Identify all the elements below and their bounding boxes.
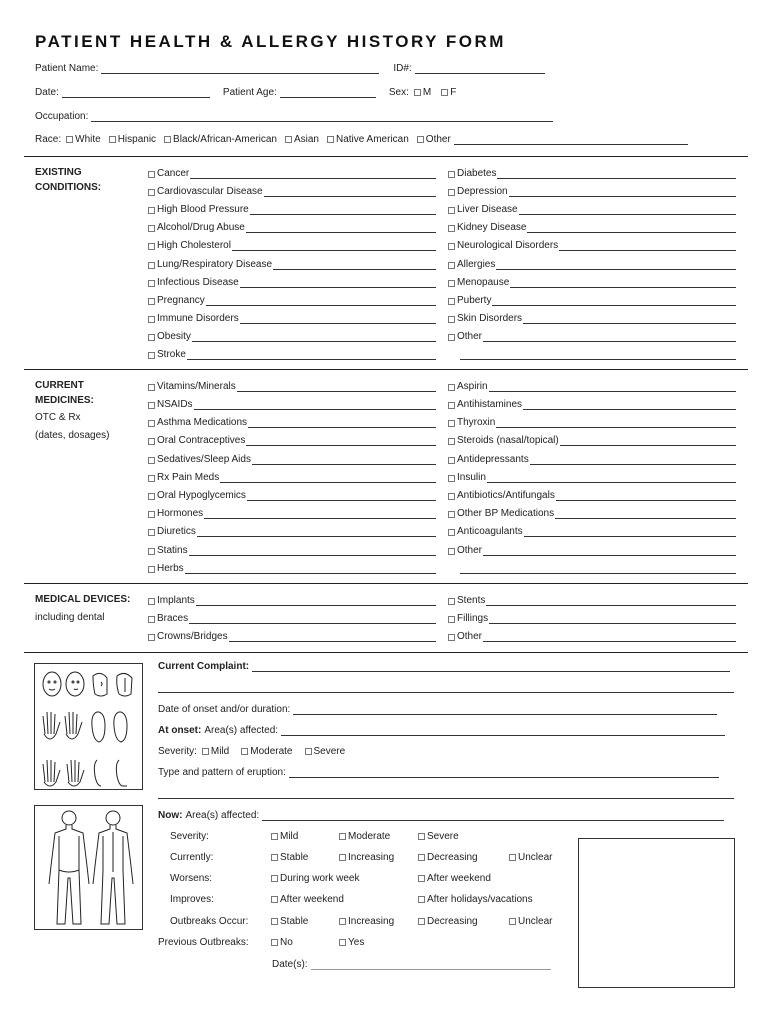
entry-line[interactable] (189, 614, 436, 624)
condition-item[interactable]: High Blood Pressure (148, 202, 436, 215)
entry-line[interactable] (240, 314, 436, 324)
devices-title: MEDICAL DEVICES: (35, 594, 131, 605)
occupation-label: Occupation: (35, 111, 89, 122)
current-complaint-field[interactable] (252, 662, 730, 672)
checkbox[interactable] (448, 420, 455, 427)
medicines-subtitle-line1: OTC & Rx (35, 412, 81, 423)
entry-line[interactable] (524, 527, 736, 537)
entry-line[interactable] (497, 169, 736, 179)
hand-left-icon (43, 712, 60, 739)
section-divider (24, 369, 748, 370)
checkbox[interactable] (448, 598, 455, 605)
age-field[interactable] (280, 88, 376, 98)
entry-line[interactable] (190, 169, 436, 179)
medicine-item[interactable]: Hormones (148, 506, 436, 519)
checkbox[interactable] (339, 918, 346, 925)
form-title: PATIENT HEALTH & ALLERGY HISTORY FORM (35, 32, 506, 51)
current-complaint-row (158, 661, 730, 672)
condition-item[interactable]: Depression (448, 184, 736, 197)
conditions-title-line1: EXISTING (35, 167, 82, 178)
checkbox[interactable] (148, 384, 155, 391)
entry-line[interactable] (229, 632, 436, 642)
entry-line[interactable] (527, 223, 736, 233)
now-label: Now: (158, 810, 183, 821)
palm-left-icon (43, 760, 60, 786)
currently-unclear[interactable]: Unclear (509, 852, 552, 863)
conditions-title (35, 165, 101, 195)
body-back-icon (93, 811, 133, 924)
checkbox[interactable] (148, 566, 155, 573)
checkbox[interactable] (448, 402, 455, 409)
entry-line[interactable] (196, 596, 436, 606)
at-onset-areas-label: Area(s) affected: (204, 725, 279, 736)
onset-severity-label: Severity: (158, 746, 197, 757)
entry-line[interactable] (194, 400, 436, 410)
condition-item[interactable]: Liver Disease (448, 202, 736, 215)
condition-item[interactable]: Infectious Disease (148, 275, 436, 288)
checkbox[interactable] (448, 616, 455, 623)
race-other-field[interactable] (454, 135, 688, 145)
entry-line[interactable] (252, 455, 436, 465)
entry-line[interactable] (273, 260, 436, 270)
medicine-item[interactable]: Other (448, 543, 736, 556)
body-illustration (35, 806, 142, 929)
notes-box[interactable] (578, 838, 735, 988)
face-hands-feet-diagram[interactable] (34, 663, 143, 790)
checkbox[interactable] (148, 225, 155, 232)
checkbox[interactable] (448, 457, 455, 464)
entry-line[interactable] (204, 509, 436, 519)
entry-line[interactable] (509, 187, 736, 197)
currently-stable[interactable]: Stable (271, 852, 308, 863)
improves-after-holidays[interactable]: After holidays/vacations (418, 894, 533, 905)
entry-line[interactable] (556, 491, 736, 501)
entry-line[interactable] (496, 260, 736, 270)
ankle-right-icon (116, 760, 127, 786)
entry-line[interactable] (248, 418, 436, 428)
complaint-continuation-field[interactable] (158, 683, 734, 693)
checkbox[interactable] (271, 896, 278, 903)
checkbox[interactable] (148, 243, 155, 250)
ankle-left-icon (94, 760, 101, 786)
complaint-continuation-row (158, 683, 734, 693)
medicine-item[interactable]: Thyroxin (448, 415, 736, 428)
device-item[interactable]: Crowns/Bridges (148, 629, 436, 642)
hand-right-icon (65, 712, 82, 739)
worsens-after-weekend[interactable]: After weekend (418, 873, 491, 884)
medicine-item[interactable]: Statins (148, 543, 436, 556)
now-severity-label: Severity: (170, 831, 209, 842)
medicine-item[interactable]: Anticoagulants (448, 524, 736, 537)
onset-severity-row (158, 746, 345, 757)
condition-item[interactable]: Stroke (148, 347, 436, 360)
entry-line[interactable] (460, 564, 736, 574)
entry-line[interactable] (483, 332, 736, 342)
now-severity-mild[interactable]: Mild (271, 831, 298, 842)
checkbox[interactable] (271, 875, 278, 882)
improves-after-weekend[interactable]: After weekend (271, 894, 344, 905)
condition-item[interactable]: Other (448, 329, 736, 342)
checkbox[interactable] (448, 548, 455, 555)
checkbox[interactable] (148, 598, 155, 605)
device-item[interactable]: Stents (448, 593, 736, 606)
checkbox[interactable] (164, 136, 171, 143)
eruption-row (158, 767, 719, 778)
medicine-item[interactable]: Antidepressants (448, 452, 736, 465)
date-row (35, 87, 456, 98)
patient-name-field[interactable] (101, 64, 379, 74)
condition-item[interactable]: Cancer (148, 166, 436, 179)
checkbox[interactable] (448, 511, 455, 518)
checkbox[interactable] (339, 854, 346, 861)
device-item[interactable]: Implants (148, 593, 436, 606)
entry-line[interactable] (232, 241, 436, 251)
condition-item[interactable]: Kidney Disease (448, 220, 736, 233)
entry-line[interactable] (523, 400, 736, 410)
checkbox[interactable] (448, 171, 455, 178)
occupation-field[interactable] (91, 112, 553, 122)
checkbox[interactable] (448, 529, 455, 536)
checkbox[interactable] (339, 939, 346, 946)
previous-outbreaks-yes[interactable]: Yes (339, 937, 364, 948)
checkbox[interactable] (148, 529, 155, 536)
at-onset-areas-field[interactable] (281, 726, 725, 736)
checkbox[interactable] (509, 918, 516, 925)
checkbox[interactable] (448, 207, 455, 214)
dates-label: Date(s): (272, 959, 308, 970)
medicine-item[interactable]: Oral Hypoglycemics (148, 488, 436, 501)
face-hands-feet-illustration (35, 664, 142, 789)
checkbox[interactable] (448, 475, 455, 482)
foot-left-icon (92, 712, 105, 742)
race-option-native-american[interactable]: Native American (327, 134, 409, 145)
entry-line[interactable] (220, 473, 436, 483)
medicine-item[interactable]: Aspirin (448, 379, 736, 392)
condition-item[interactable]: Diabetes (448, 166, 736, 179)
checkbox[interactable] (148, 493, 155, 500)
checkbox[interactable] (148, 207, 155, 214)
checkbox[interactable] (414, 89, 421, 96)
condition-item[interactable]: Skin Disorders (448, 311, 736, 324)
checkbox[interactable] (418, 854, 425, 861)
entry-line[interactable] (510, 278, 736, 288)
now-areas-field[interactable] (262, 811, 724, 821)
checkbox[interactable] (148, 334, 155, 341)
checkbox[interactable] (448, 280, 455, 287)
medicines-title-line2: MEDICINES: (35, 395, 94, 406)
entry-line[interactable] (192, 332, 436, 342)
medicine-item[interactable]: Herbs (148, 561, 436, 574)
device-item[interactable]: Other (448, 629, 736, 642)
condition-item[interactable]: Alcohol/Drug Abuse (148, 220, 436, 233)
condition-item[interactable]: Puberty (448, 293, 736, 306)
condition-other-extra-line[interactable] (460, 347, 736, 360)
current-complaint-label: Current Complaint: (158, 661, 250, 672)
now-areas-label: Area(s) affected: (185, 810, 260, 821)
checkbox[interactable] (327, 136, 334, 143)
onset-severity-severe[interactable]: Severe (305, 746, 346, 757)
outbreaks-occur-label: Outbreaks Occur: (170, 916, 249, 927)
outbreaks-unclear[interactable]: Unclear (509, 916, 552, 927)
eruption-label: Type and pattern of eruption: (158, 767, 286, 778)
entry-line[interactable] (486, 596, 736, 606)
now-areas-row (158, 810, 724, 821)
checkbox[interactable] (418, 833, 425, 840)
checkbox[interactable] (418, 875, 425, 882)
medicines-title (35, 378, 94, 408)
entry-line[interactable] (246, 436, 436, 446)
medicine-item[interactable]: Rx Pain Meds (148, 470, 436, 483)
dates-field[interactable] (311, 960, 551, 970)
checkbox[interactable] (148, 402, 155, 409)
checkbox[interactable] (271, 918, 278, 925)
palm-right-icon (67, 760, 84, 786)
device-item[interactable]: Fillings (448, 611, 736, 624)
entry-line[interactable] (559, 241, 736, 251)
checkbox[interactable] (148, 298, 155, 305)
medicine-item[interactable]: Steroids (nasal/topical) (448, 433, 736, 446)
checkbox[interactable] (148, 634, 155, 641)
improves-label: Improves: (170, 894, 214, 905)
medicine-item[interactable]: Vitamins/Minerals (148, 379, 436, 392)
checkbox[interactable] (148, 316, 155, 323)
at-onset-row (158, 725, 725, 736)
outbreaks-stable[interactable]: Stable (271, 916, 308, 927)
currently-label: Currently: (170, 852, 214, 863)
entry-line[interactable] (519, 205, 736, 215)
entry-line[interactable] (492, 296, 736, 306)
checkbox[interactable] (148, 438, 155, 445)
medicine-item[interactable]: NSAIDs (148, 397, 436, 410)
checkbox[interactable] (148, 475, 155, 482)
entry-line[interactable] (197, 527, 436, 537)
devices-subtitle: including dental (35, 612, 105, 623)
date-label: Date: (35, 87, 59, 98)
medicine-item[interactable]: Other BP Medications (448, 506, 736, 519)
eruption-continuation-field[interactable] (158, 789, 734, 799)
checkbox[interactable] (148, 262, 155, 269)
checkbox[interactable] (418, 896, 425, 903)
condition-item[interactable]: Obesity (148, 329, 436, 342)
checkbox[interactable] (448, 298, 455, 305)
sex-option-f[interactable]: F (441, 87, 456, 98)
entry-line[interactable] (250, 205, 436, 215)
section-divider (24, 652, 748, 653)
condition-item[interactable]: High Cholesterol (148, 238, 436, 251)
entry-line[interactable] (487, 473, 736, 483)
checkbox[interactable] (448, 225, 455, 232)
race-option-hispanic[interactable]: Hispanic (109, 134, 156, 145)
entry-line[interactable] (240, 278, 436, 288)
entry-line[interactable] (206, 296, 436, 306)
checkbox[interactable] (148, 189, 155, 196)
checkbox[interactable] (417, 136, 424, 143)
checkbox[interactable] (66, 136, 73, 143)
checkbox[interactable] (448, 438, 455, 445)
medicines-title-line1: CURRENT (35, 380, 84, 391)
sex-label: Sex: (388, 87, 409, 98)
checkbox[interactable] (148, 280, 155, 287)
sex-option-m[interactable]: M (414, 87, 431, 98)
condition-item[interactable]: Menopause (448, 275, 736, 288)
medicine-item[interactable]: Insulin (448, 470, 736, 483)
entry-line[interactable] (187, 350, 436, 360)
checkbox[interactable] (285, 136, 292, 143)
entry-line[interactable] (555, 509, 736, 519)
race-row (35, 134, 688, 145)
checkbox[interactable] (148, 457, 155, 464)
condition-item[interactable]: Cardiovascular Disease (148, 184, 436, 197)
condition-item[interactable]: Neurological Disorders (448, 238, 736, 251)
checkbox[interactable] (241, 748, 248, 755)
checkbox[interactable] (448, 316, 455, 323)
onset-date-label: Date of onset and/or duration: (158, 704, 291, 715)
patient-name-label: Patient Name: (35, 63, 99, 74)
entry-line[interactable] (496, 418, 736, 428)
entry-line[interactable] (483, 632, 736, 642)
head-front-icon (43, 672, 61, 696)
condition-item[interactable]: Lung/Respiratory Disease (148, 257, 436, 270)
race-option-black[interactable]: Black/African-American (164, 134, 277, 145)
date-field[interactable] (62, 88, 210, 98)
section-divider (24, 583, 748, 584)
section-divider (24, 156, 748, 157)
checkbox[interactable] (448, 493, 455, 500)
currently-decreasing[interactable]: Decreasing (418, 852, 478, 863)
previous-outbreaks-no[interactable]: No (271, 937, 293, 948)
condition-item[interactable]: Allergies (448, 257, 736, 270)
checkbox[interactable] (148, 548, 155, 555)
dates-row (272, 959, 551, 970)
condition-item[interactable]: Pregnancy (148, 293, 436, 306)
entry-line[interactable] (560, 436, 736, 446)
race-option-asian[interactable]: Asian (285, 134, 319, 145)
id-field[interactable] (415, 64, 545, 74)
eruption-field[interactable] (289, 768, 719, 778)
entry-line[interactable] (523, 314, 736, 324)
outbreaks-increasing[interactable]: Increasing (339, 916, 394, 927)
previous-outbreaks-label: Previous Outbreaks: (158, 937, 249, 948)
checkbox[interactable] (418, 918, 425, 925)
onset-severity-mild[interactable]: Mild (202, 746, 229, 757)
checkbox[interactable] (271, 833, 278, 840)
now-severity-severe[interactable]: Severe (418, 831, 459, 842)
medicine-item[interactable]: Antihistamines (448, 397, 736, 410)
entry-line[interactable] (246, 223, 436, 233)
patient-name-row (35, 63, 545, 74)
at-onset-label: At onset: (158, 725, 202, 736)
entry-line[interactable] (189, 546, 436, 556)
head-back-icon (117, 673, 132, 696)
entry-line[interactable] (483, 546, 736, 556)
medicine-other-extra-line[interactable] (460, 561, 736, 574)
race-option-white[interactable]: White (66, 134, 101, 145)
body-front-icon (49, 811, 89, 924)
entry-line[interactable] (489, 382, 736, 392)
occupation-row (35, 111, 553, 122)
checkbox[interactable] (271, 854, 278, 861)
head-three-quarter-icon (66, 672, 84, 696)
onset-severity-moderate[interactable]: Moderate (241, 746, 292, 757)
checkbox[interactable] (305, 748, 312, 755)
conditions-title-line2: CONDITIONS: (35, 182, 102, 193)
entry-line[interactable] (530, 455, 736, 465)
medicine-item[interactable]: Sedatives/Sleep Aids (148, 452, 436, 465)
outbreaks-decreasing[interactable]: Decreasing (418, 916, 478, 927)
race-label: Race: (35, 134, 62, 145)
medicine-item[interactable]: Asthma Medications (148, 415, 436, 428)
medicines-subtitle-line2: (dates, dosages) (35, 430, 110, 441)
checkbox[interactable] (148, 171, 155, 178)
entry-line[interactable] (489, 614, 736, 624)
checkbox[interactable] (448, 243, 455, 250)
checkbox[interactable] (148, 420, 155, 427)
entry-line[interactable] (237, 382, 436, 392)
age-label: Patient Age: (222, 87, 277, 98)
body-diagram[interactable] (34, 805, 143, 930)
medicines-subtitle (35, 409, 110, 445)
checkbox[interactable] (202, 748, 209, 755)
checkbox[interactable] (148, 352, 155, 359)
entry-line[interactable] (247, 491, 436, 501)
checkbox[interactable] (448, 262, 455, 269)
checkbox[interactable] (448, 634, 455, 641)
worsens-label: Worsens: (170, 873, 213, 884)
entry-line[interactable] (264, 187, 436, 197)
now-severity-moderate[interactable]: Moderate (339, 831, 390, 842)
checkbox[interactable] (448, 334, 455, 341)
head-side-icon (93, 673, 107, 696)
race-option-other[interactable]: Other (417, 134, 451, 145)
eruption-continuation-row (158, 789, 734, 799)
checkbox[interactable] (448, 384, 455, 391)
checkbox[interactable] (448, 189, 455, 196)
checkbox[interactable] (509, 854, 516, 861)
currently-increasing[interactable]: Increasing (339, 852, 394, 863)
checkbox[interactable] (441, 89, 448, 96)
checkbox[interactable] (148, 616, 155, 623)
condition-item[interactable]: Immune Disorders (148, 311, 436, 324)
checkbox[interactable] (339, 833, 346, 840)
foot-right-icon (114, 712, 127, 742)
onset-date-field[interactable] (293, 705, 717, 715)
medicine-item[interactable]: Diuretics (148, 524, 436, 537)
entry-line[interactable] (185, 564, 436, 574)
id-label: ID#: (393, 63, 412, 74)
device-item[interactable]: Braces (148, 611, 436, 624)
onset-date-row (158, 704, 717, 715)
checkbox[interactable] (109, 136, 116, 143)
checkbox[interactable] (148, 511, 155, 518)
worsens-during-work-week[interactable]: During work week (271, 873, 359, 884)
entry-line[interactable] (460, 350, 736, 360)
checkbox[interactable] (271, 939, 278, 946)
medicine-item[interactable]: Antibiotics/Antifungals (448, 488, 736, 501)
medicine-item[interactable]: Oral Contraceptives (148, 433, 436, 446)
